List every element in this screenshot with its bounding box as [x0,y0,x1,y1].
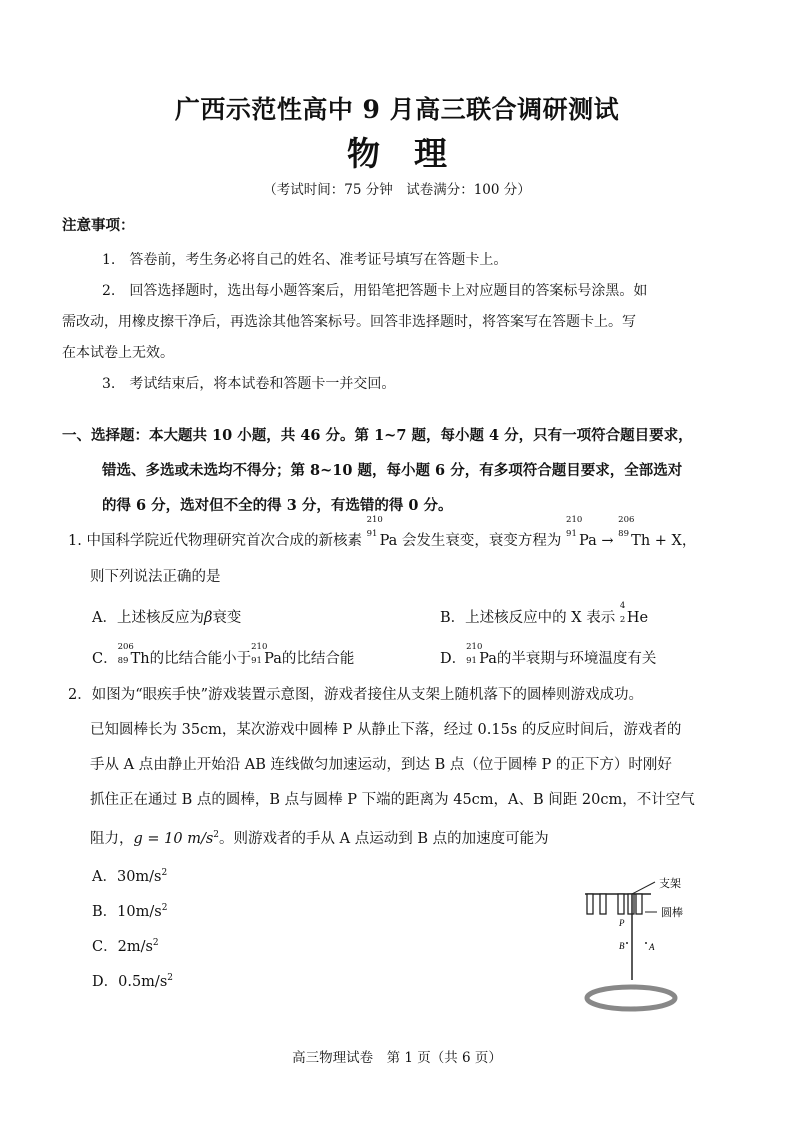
stand-base [587,987,675,1009]
option-d-text: 的半衰期与环境温度有关 [496,651,657,667]
label-p: P [619,918,625,928]
q2-option-b[interactable] [92,900,167,921]
q2-line5-b: 。则游戏者的手从 A 点运动到 B 点的加速度可能为 [219,831,549,847]
unit-exponent: 2 [161,868,168,878]
rod [600,894,606,914]
section-heading-line: 的得 6 分，选对但不全的得 3 分，有选错的得 0 分。 [102,497,453,514]
nuclide-he: 4 2 He [619,601,649,626]
label-b: B [619,941,625,951]
page-footer: 高三物理试卷 第 1 页（共 6 页） [292,1050,502,1066]
question-1-stem [68,515,697,559]
stand-label-leader [632,882,655,894]
q2-option-d-text: D．0.5m/s [92,974,168,990]
q2-option-a[interactable] [92,865,167,886]
option-b-text: B．上述核反应中的 X 表示 [440,610,616,626]
section-heading-line: 错选、多选或未选均不得分；第 8~10 题，每小题 6 分，有多项符合题目要求，全部选对 [102,462,683,479]
gravity-formula: g = 10 m/s [133,831,214,847]
rod [587,894,593,914]
exam-meta: （考试时间：75 分钟 试卷满分：100 分） [263,182,531,198]
option-d-label: D． [440,651,467,667]
notes-heading: 注意事项： [62,217,135,234]
label-stand: 支架 [659,878,681,890]
section-heading: 一、选择题：本大题共 10 小题，共 46 分。第 1~7 题，每小题 4 分，只有一项符合题目要求， [62,427,693,444]
question-2-line3: 手从 A 点由静止开始沿 AB 连线做匀加速运动，到达 B 点（位于圆棒 P 的正下方）时刚好 [90,757,672,773]
option-c-label: C． [92,651,118,667]
reaction-arrow: → [601,533,614,549]
point-a [645,942,647,944]
question-1-line2: 则下列说法正确的是 [90,569,221,585]
q2-option-c-text: C．2m/s [92,939,153,955]
note-line: 1. 答卷前，考生务必将自己的姓名、准考证号填写在答题卡上。 [102,252,508,268]
beta-symbol: β [203,610,213,626]
rod-p [618,894,624,914]
rod [628,894,634,914]
rod [636,894,642,914]
q1-text-c: Th + X， [631,533,697,549]
nuclide-pa: 210 91 Pa [366,515,398,549]
q2-option-a-text: A．30m/s [92,869,162,885]
label-rod: 圆棒 [661,907,683,919]
q2-option-d[interactable] [92,970,173,991]
option-c-text: 的比结合能小于 [149,651,252,667]
option-a-text2: 衰变 [212,610,242,626]
subject-title: 物理 [347,134,481,173]
gravity-exponent: 2 [213,830,220,840]
note-line: 在本试卷上无效。 [62,345,174,361]
q2-option-b-text: B．10m/s [92,904,162,920]
note-line: 2. 回答选择题时，选出每小题答案后，用铅笔把答题卡上对应题目的答案标号涂黑。如 [102,283,648,299]
nuclide-pa-eq: 210 91 Pa [566,515,597,549]
label-a: A [649,942,655,952]
game-apparatus-figure [565,872,705,1017]
q1-option-d[interactable] [440,642,657,668]
question-2-line2: 已知圆棒长为 35cm，某次游戏中圆棒 P 从静止下落，经过 0.15s 的反应时间后，游戏者的 [90,722,682,738]
q1-option-a[interactable] [92,606,241,627]
question-2-line5 [90,818,549,857]
unit-exponent: 2 [161,903,168,913]
note-line: 3. 考试结束后，将本试卷和答题卡一并交回。 [102,376,396,392]
point-b [626,942,628,944]
nuclide-pa-d: 210 91 Pa [466,642,497,667]
unit-exponent: 2 [152,938,159,948]
nuclide-th-eq: 206 89 [618,515,635,539]
exam-title: 广西示范性高中 9 月高三联合调研测试 [174,95,620,124]
q2-line5-a: 阻力， [90,831,134,847]
unit-exponent: 2 [167,973,173,983]
question-2-line4: 抓住正在通过 B 点的圆棒，B 点与圆棒 P 下端的距离为 45cm，A、B 间距 20cm，不计空气 [90,792,695,808]
nuclide-th: 206 89 Th [117,642,150,667]
option-a-text: A．上述核反应为 [92,610,204,626]
q1-option-b[interactable] [440,601,649,627]
option-c-text2: 的比结合能 [281,651,355,667]
q2-option-c[interactable] [92,935,159,956]
question-2-line1: 2．如图为“眼疾手快”游戏装置示意图，游戏者接住从支架上随机落下的圆棒则游戏成功。 [68,687,644,703]
q1-text-b: 会发生衰变，衰变方程为 [401,533,562,549]
q1-text-a: 1. 中国科学院近代物理研究首次合成的新核素 [68,533,362,549]
q1-option-c[interactable] [92,642,355,668]
nuclide-pa-c: 210 91 Pa [251,642,282,667]
note-line: 需改动，用橡皮擦干净后，再选涂其他答案标号。回答非选择题时，将答案写在答题卡上。写 [62,314,636,330]
